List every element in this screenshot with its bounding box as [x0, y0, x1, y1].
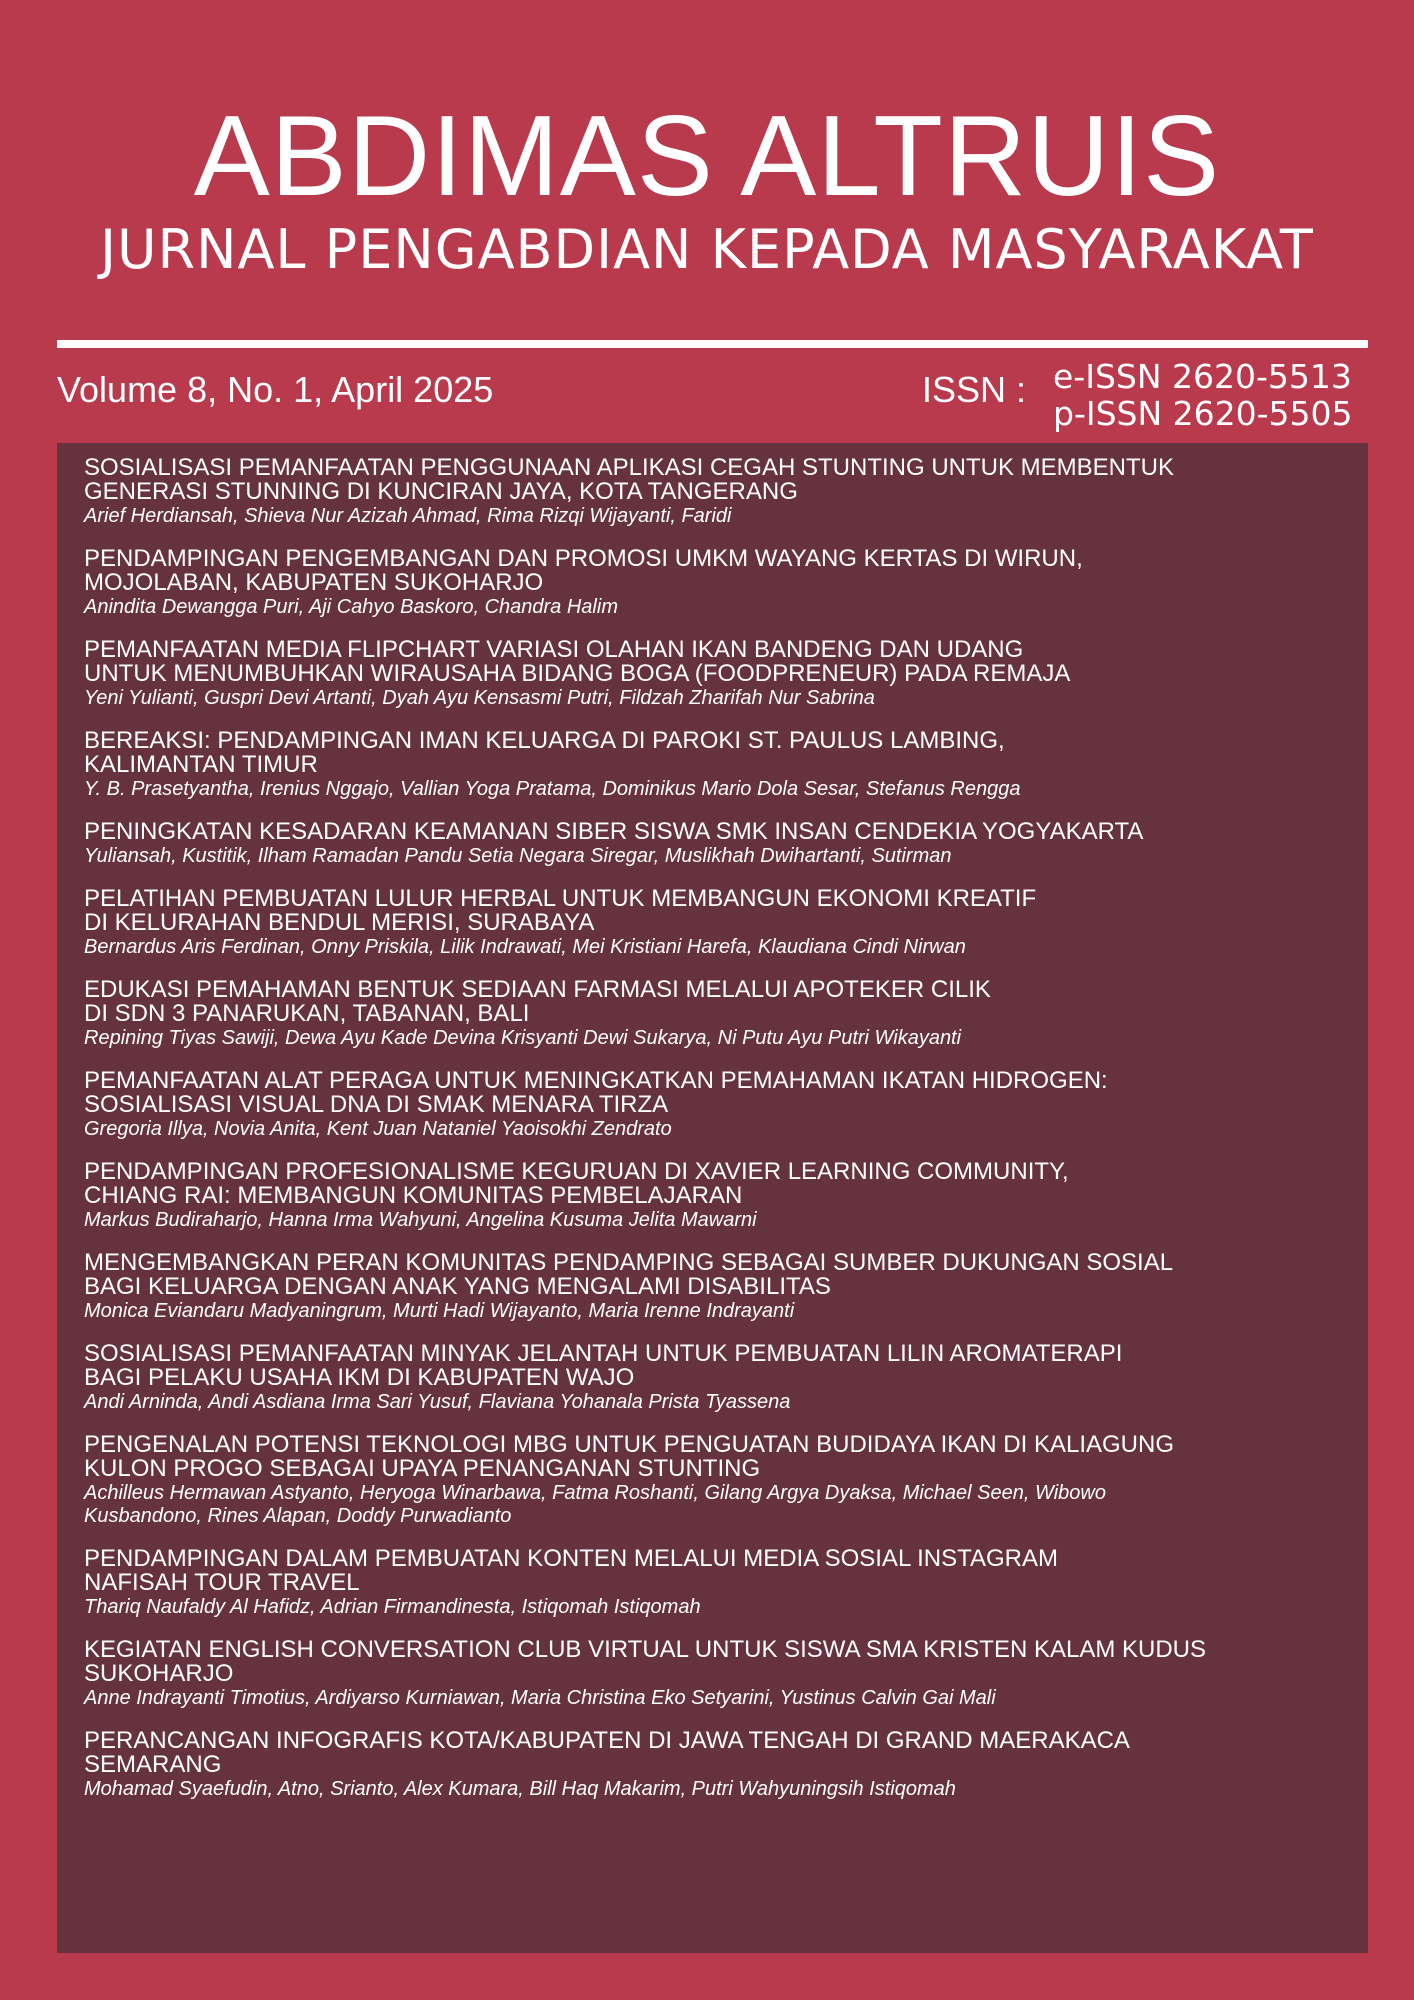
article-authors: Markus Budiraharjo, Hanna Irma Wahyuni, Angelina Kusuma Jelita Mawarni: [84, 1209, 757, 1231]
article-title: PELATIHAN PEMBUATAN LULUR HERBAL UNTUK MEMBANGUN EKONOMI KREATIF DI KELURAHAN BENDUL MERISI, SURABAYA: [84, 885, 1037, 936]
article-item: [84, 1069, 1344, 1141]
issn-values: [1053, 358, 1353, 432]
article-title: PENGENALAN POTENSI TEKNOLOGI MBG UNTUK PENGUATAN BUDIDAYA IKAN DI KALIAGUNG KULON PROGO SEBAGAI UPAYA PENANGANAN STUNTING: [84, 1431, 1174, 1482]
article-authors: Bernardus Aris Ferdinan, Onny Priskila, Lilik Indrawati, Mei Kristiani Harefa, Klaudiana Cindi Nirwan: [84, 936, 966, 958]
article-item: [84, 1160, 1344, 1232]
article-title: KEGIATAN ENGLISH CONVERSATION CLUB VIRTUAL UNTUK SISWA SMA KRISTEN KALAM KUDUS SUKOHARJO: [84, 1636, 1206, 1687]
issn-label: ISSN :: [922, 369, 1027, 410]
article-authors: Anne Indrayanti Timotius, Ardiyarso Kurniawan, Maria Christina Eko Setyarini, Yustinus Calvin Gai Mali: [84, 1687, 996, 1709]
article-item: [84, 456, 1344, 528]
article-item: [84, 1729, 1344, 1801]
article-item: [84, 547, 1344, 619]
article-authors: Andi Arninda, Andi Asdiana Irma Sari Yusuf, Flaviana Yohanala Prista Tyassena: [84, 1391, 791, 1413]
journal-subtitle: JURNAL PENGABDIAN KEPADA MASYARAKAT: [100, 218, 1314, 281]
article-authors: Gregoria Illya, Novia Anita, Kent Juan Nataniel Yaoisokhi Zendrato: [84, 1118, 672, 1140]
article-item: [84, 820, 1344, 868]
article-item: [84, 978, 1344, 1050]
article-item: [84, 1342, 1344, 1414]
article-authors: Yuliansah, Kustitik, Ilham Ramadan Pandu Setia Negara Siregar, Muslikhah Dwihartanti, Sutirman: [84, 845, 952, 867]
contents-panel: [57, 443, 1368, 1953]
article-authors: Mohamad Syaefudin, Atno, Srianto, Alex Kumara, Bill Haq Makarim, Putri Wahyuningsih Istiqomah: [84, 1778, 956, 1800]
article-item: [84, 1433, 1344, 1528]
article-authors: Anindita Dewangga Puri, Aji Cahyo Baskoro, Chandra Halim: [84, 596, 618, 618]
article-authors: Repining Tiyas Sawiji, Dewa Ayu Kade Devina Krisyanti Dewi Sukarya, Ni Putu Ayu Putri Wikayanti: [84, 1027, 962, 1049]
article-item: [84, 729, 1344, 801]
article-title: SOSIALISASI PEMANFAATAN PENGGUNAAN APLIKASI CEGAH STUNTING UNTUK MEMBENTUK GENERASI STUNNING DI KUNCIRAN JAYA, KOTA TANGERANG: [84, 454, 1174, 505]
article-authors: Thariq Naufaldy Al Hafidz, Adrian Firmandinesta, Istiqomah Istiqomah: [84, 1596, 701, 1618]
article-item: [84, 1251, 1344, 1323]
article-item: [84, 638, 1344, 710]
article-authors: Yeni Yulianti, Guspri Devi Artanti, Dyah Ayu Kensasmi Putri, Fildzah Zharifah Nur Sabrina: [84, 687, 875, 709]
p-issn: p-ISSN 2620-5505: [1053, 394, 1353, 433]
article-title: PENINGKATAN KESADARAN KEAMANAN SIBER SISWA SMK INSAN CENDEKIA YOGYAKARTA: [84, 818, 1144, 845]
article-title: PEMANFAATAN ALAT PERAGA UNTUK MENINGKATKAN PEMAHAMAN IKATAN HIDROGEN: SOSIALISASI VISUAL DNA DI SMAK MENARA TIRZA: [84, 1067, 1108, 1118]
volume-info: Volume 8, No. 1, April 2025: [57, 369, 494, 410]
article-item: [84, 1547, 1344, 1619]
article-list: [84, 456, 1344, 1820]
article-title: MENGEMBANGKAN PERAN KOMUNITAS PENDAMPING SEBAGAI SUMBER DUKUNGAN SOSIAL BAGI KELUARGA DENGAN ANAK YANG MENGALAMI DISABILITAS: [84, 1249, 1174, 1300]
article-title: PEMANFAATAN MEDIA FLIPCHART VARIASI OLAHAN IKAN BANDENG DAN UDANG UNTUK MENUMBUHKAN WIRAUSAHA BIDANG BOGA (FOODPRENEUR) PADA REMAJA: [84, 636, 1071, 687]
article-title: PENDAMPINGAN DALAM PEMBUATAN KONTEN MELALUI MEDIA SOSIAL INSTAGRAM NAFISAH TOUR TRAVEL: [84, 1545, 1058, 1596]
article-item: [84, 1638, 1344, 1710]
e-issn: e-ISSN 2620-5513: [1053, 357, 1352, 396]
article-title: SOSIALISASI PEMANFAATAN MINYAK JELANTAH UNTUK PEMBUATAN LILIN AROMATERAPI BAGI PELAKU USAHA IKM DI KABUPATEN WAJO: [84, 1340, 1123, 1391]
article-title: BEREAKSI: PENDAMPINGAN IMAN KELUARGA DI PAROKI ST. PAULUS LAMBING, KALIMANTAN TIMUR: [84, 727, 1005, 778]
article-authors: Y. B. Prasetyantha, Irenius Nggajo, Vallian Yoga Pratama, Dominikus Mario Dola Sesar, Stefanus Rengga: [84, 778, 1021, 800]
article-title: EDUKASI PEMAHAMAN BENTUK SEDIAAN FARMASI MELALUI APOTEKER CILIK DI SDN 3 PANARUKAN, TABANAN, BALI: [84, 976, 991, 1027]
header-divider: [57, 340, 1368, 348]
article-title: PENDAMPINGAN PENGEMBANGAN DAN PROMOSI UMKM WAYANG KERTAS DI WIRUN, MOJOLABAN, KABUPATEN SUKOHARJO: [84, 545, 1083, 596]
journal-title: ABDIMAS ALTRUIS: [193, 93, 1221, 220]
article-authors: Monica Eviandaru Madyaningrum, Murti Hadi Wijayanto, Maria Irenne Indrayanti: [84, 1300, 795, 1322]
article-title: PERANCANGAN INFOGRAFIS KOTA/KABUPATEN DI JAWA TENGAH DI GRAND MAERAKACA SEMARANG: [84, 1727, 1130, 1778]
article-title: PENDAMPINGAN PROFESIONALISME KEGURUAN DI XAVIER LEARNING COMMUNITY, CHIANG RAI: MEMBANGUN KOMUNITAS PEMBELAJARAN: [84, 1158, 1069, 1209]
article-authors: Achilleus Hermawan Astyanto, Heryoga Winarbawa, Fatma Roshanti, Gilang Argya Dyaksa, Michael Seen, Wibowo Kusbandono, Rines Alapan, Doddy Purwadianto: [84, 1482, 1106, 1527]
article-authors: Arief Herdiansah, Shieva Nur Azizah Ahmad, Rima Rizqi Wijayanti, Faridi: [84, 505, 732, 527]
article-item: [84, 887, 1344, 959]
